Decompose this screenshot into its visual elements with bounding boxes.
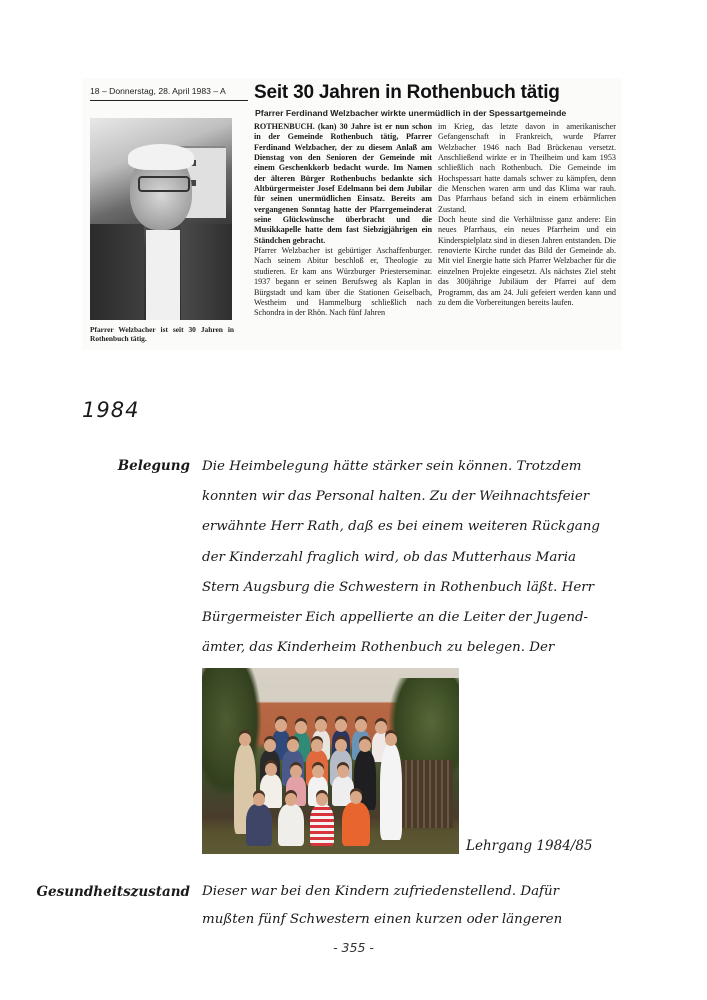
photo-people-group — [234, 710, 420, 848]
photo-hair — [128, 144, 194, 170]
portrait-caption: Pfarrer Welzbacher ist seit 30 Jahren in Rothenbuch tätig. — [90, 325, 234, 343]
text-line: konnten wir das Personal halten. Zu der Weihnachtsfeier — [202, 489, 590, 505]
clipping-headline: Seit 30 Jahren in Rothenbuch tätig — [254, 82, 560, 103]
text-line: Die Heimbelegung hätte stärker sein können. Trotzdem — [202, 459, 582, 474]
article-paragraph: Pfarrer Welzbacher ist gebürtiger Aschaffenburger. Nach seinem Abitur beschloß er, Theologie zu studieren. Er kam ans Würzburger Priesterseminar. 1937 begann er seinen Berufsweg als Kaplan in Bürgstadt und kam über die Stationen Geiselbach, Westheim und Hammelburg schließlich nach Schondra in der Rhön. Nach fünf Jahren — [254, 246, 432, 318]
photo-person — [310, 804, 334, 846]
photo-person — [278, 804, 304, 846]
clipping-subheadline: Pfarrer Ferdinand Welzbacher wirkte unermüdlich in der Spessartgemeinde — [255, 108, 567, 118]
article-paragraph: im Krieg, das letzte davon in amerikanischer Gefangenschaft in Frankreich, wurde Pfarrer Welzbacher 1946 nach Bad Brückenau versetzt. Anschließend wirkte er in Theilheim und kam 1953 schließlich nach Rothenbuch. Die Gemeinde im Hochspessart hatte damals schwer zu kämpfen, denn die Menschen waren arm und das Klima war rauh. Das Pfarrhaus befand sich in einem erbärmlichen Zustand. — [438, 122, 616, 214]
photo-shirt — [146, 230, 180, 320]
section-label-belegung: Belegung — [117, 458, 190, 474]
article-lead: ROTHENBUCH. (kan) 30 Jahre ist er nun schon in der Gemeinde Rothenbuch tätig, Pfarrer Ferdinand Welzbacher, der zu diesem Anlaß am Dienstag von den Senioren der Gemeinde mit einem Geschenkkorb bedacht wurde. Im Namen der älteren Bürger Rothenbuchs bedankte sich Altbürgermeister Josef Edelmann bei dem Jubilar für seinen unermüdlichen Einsatz. Bereits am vergangenen Sonntag hatte der Pfarrgemeinderat seine Glückwünsche überbracht und die Musikkapelle hatte dem fast Siebzigjährigen ein Ständchen gebracht. — [254, 122, 432, 245]
photo-person — [380, 744, 402, 840]
year-heading: 1984 — [82, 398, 140, 422]
article-column-2 — [438, 122, 616, 308]
section-body-gesundheitszustand — [202, 878, 632, 934]
newspaper-clipping — [82, 78, 622, 350]
photo-person — [246, 804, 272, 846]
photo-person — [342, 802, 370, 846]
clipping-dateline: 18 – Donnerstag, 28. April 1983 – A — [90, 86, 248, 101]
section-body-belegung — [202, 452, 632, 694]
article-column-1 — [254, 122, 432, 319]
page-number: - 355 - — [333, 940, 374, 955]
group-photo-caption: Lehrgang 1984/85 — [466, 838, 593, 854]
text-line: ämter, das Kinderheim Rothenbuch zu belegen. Der — [202, 640, 555, 656]
group-photo — [202, 668, 459, 854]
text-line: Stern Augsburg die Schwestern in Rothenbuch läßt. Herr — [202, 579, 595, 595]
text-line: erwähnte Herr Rath, daß es bei einem weiteren Rückgang — [202, 519, 600, 535]
text-line: Dieser war bei den Kindern zufriedenstellend. Dafür — [202, 884, 560, 899]
portrait-photo — [90, 118, 232, 320]
text-line: der Kinderzahl fraglich wird, ob das Mutterhaus Maria — [202, 549, 576, 565]
photo-glasses — [138, 176, 190, 192]
section-label-gesundheitszustand: Gesundheitszustand — [36, 884, 190, 900]
text-line: Bürgermeister Eich appellierte an die Leiter der Jugend- — [202, 610, 589, 626]
text-line: mußten fünf Schwestern einen kurzen oder längeren — [202, 912, 563, 927]
article-paragraph: Doch heute sind die Verhältnisse ganz andere: Ein neues Pfarrhaus, ein neues Pfarrheim und ein Kinderspielplatz sind in diesen Jahren entstanden. Die renovierte Kirche rundet das Bild der Gemeinde ab. Mit viel Energie hatte sich Pfarrer Welzbacher für die einzelnen Projekte eingesetzt. Als nächstes Ziel steht das 300jährige Jubiläum der Pfarrei auf dem Programm, das am 24. Juli gefeiert werden kann und zu dem die Vorbereitungen bereits laufen. — [438, 215, 616, 307]
